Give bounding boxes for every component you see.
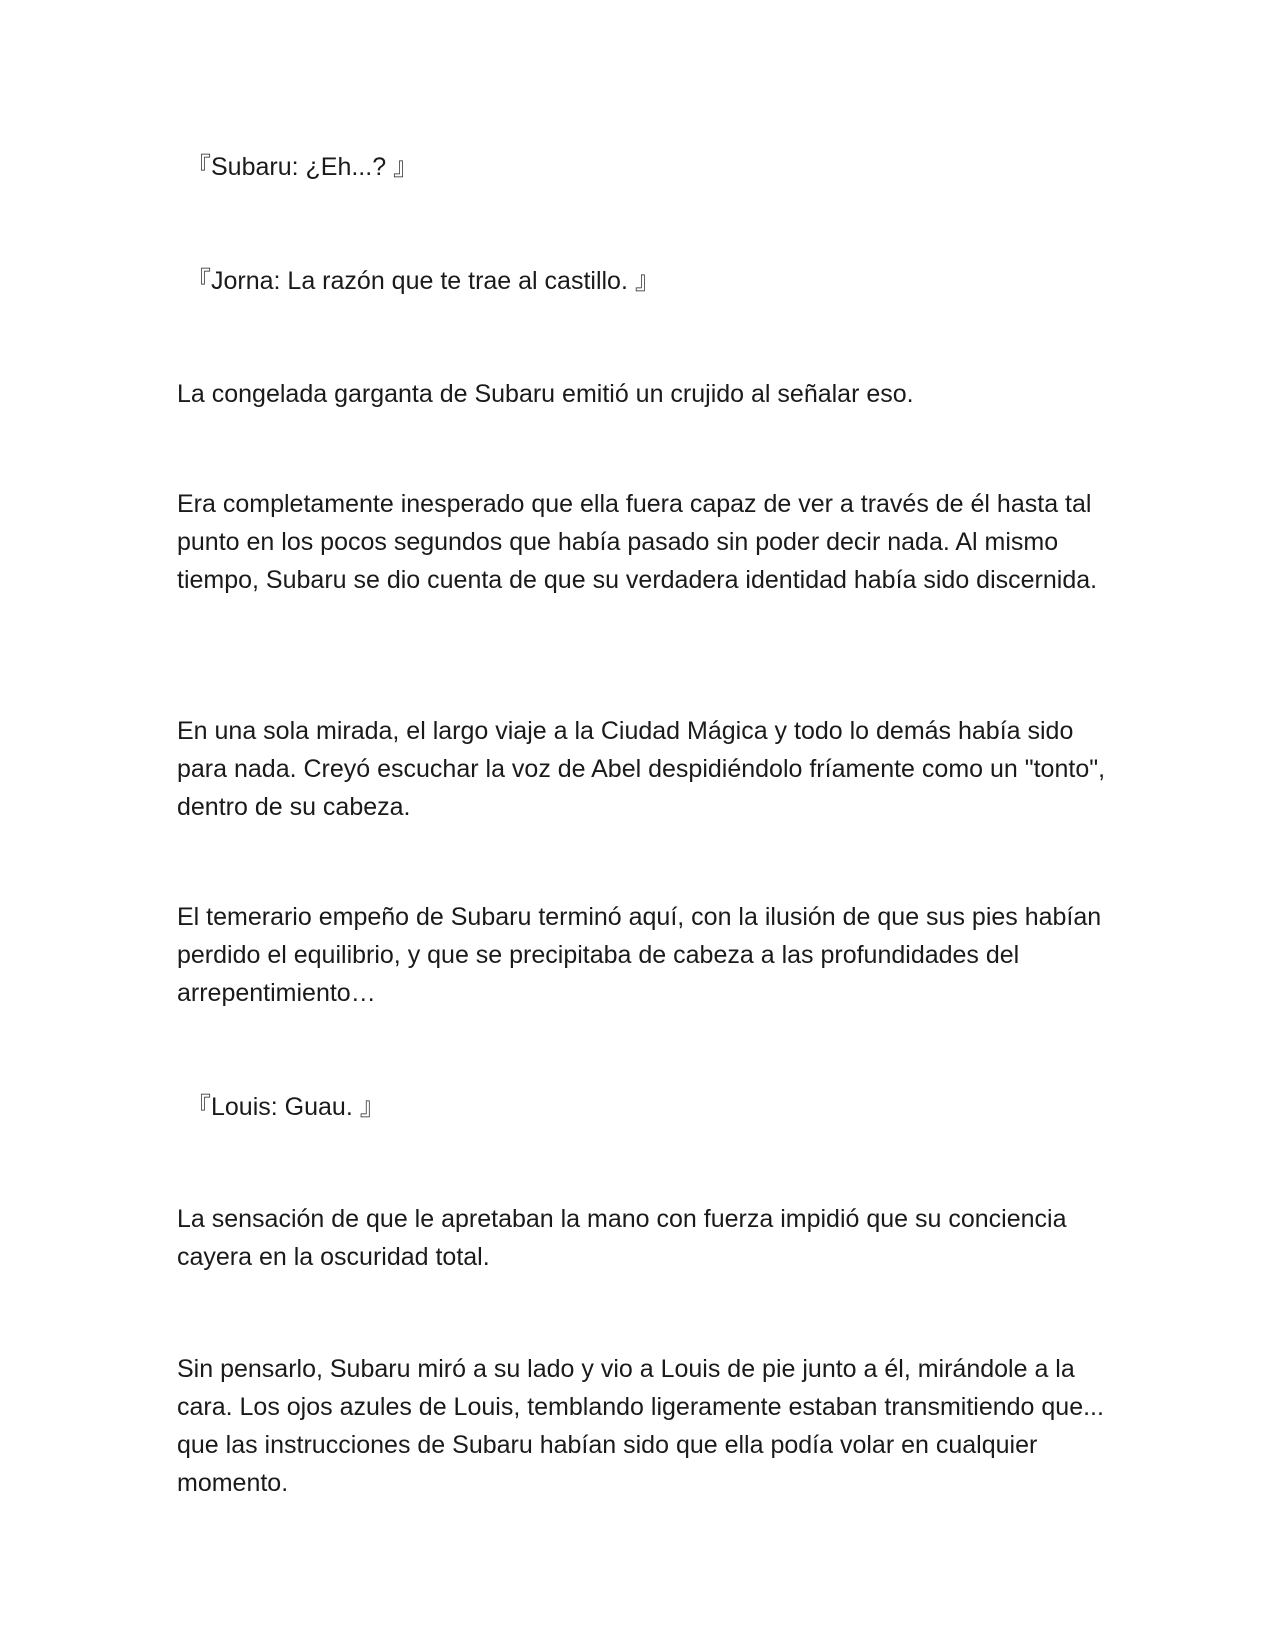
narration-paragraph: Era completamente inesperado que ella fuera capaz de ver a través de él hasta tal punto en los pocos segundos que había pasado sin poder decir nada. Al mismo tiempo, Subaru se dio cuenta de que su verdadera identidad había sido discernida. [177,490,1098,594]
narration-paragraph: Sin pensarlo, Subaru miró a su lado y vio a Louis de pie junto a él, mirándole a la cara. Los ojos azules de Louis, temblando ligeramente estaban transmitiendo que... que las instrucciones de Subaru habían sido que ella podía volar en cualquier momento. [177,1355,1104,1497]
narration-paragraph: La congelada garganta de Subaru emitió un crujido al señalar eso. [177,380,914,408]
narration-paragraph: El temerario empeño de Subaru terminó aquí, con la ilusión de que sus pies habían perdido el equilibrio, y que se precipitaba de cabeza a las profundidades del arrepentimiento… [177,903,1102,1007]
narration-paragraph: En una sola mirada, el largo viaje a la Ciudad Mágica y todo lo demás había sido para nada. Creyó escuchar la voz de Abel despidiéndolo fríamente como un "tonto", dentro de su cabeza. [177,717,1106,821]
dialogue-line-jorna: 『Jorna: La razón que te trae al castillo. 』 [186,267,660,295]
dialogue-line-subaru: 『Subaru: ¿Eh...? 』 [186,153,419,181]
narration-paragraph: La sensación de que le apretaban la mano con fuerza impidió que su conciencia cayera en la oscuridad total. [177,1205,1067,1271]
dialogue-line-louis: 『Louis: Guau. 』 [186,1093,385,1121]
